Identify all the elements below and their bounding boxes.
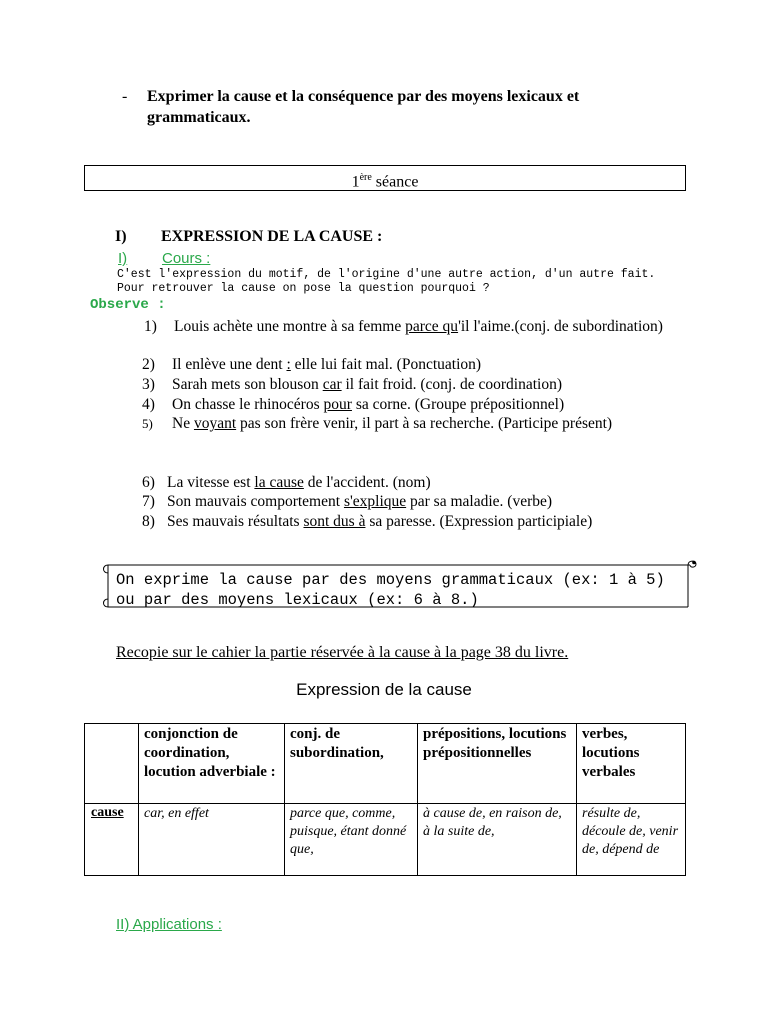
- table-title: Expression de la cause: [296, 680, 472, 699]
- example-number: 7): [142, 493, 155, 510]
- example-text: Il enlève une dent : elle lui fait mal. (Ponctuation): [172, 356, 482, 373]
- example-number: 8): [142, 513, 155, 530]
- callout-box: [100, 559, 692, 607]
- example-text: Ses mauvais résultats sont dus à sa paresse. (Expression participiale): [167, 513, 593, 530]
- table-cell: à cause de, en raison de, à la suite de,: [418, 804, 577, 876]
- example-keyword: sont dus à: [303, 513, 366, 530]
- objective-dash: -: [122, 88, 128, 105]
- seance-box: [84, 165, 686, 191]
- example-item: [142, 395, 672, 414]
- example-number: 5): [142, 416, 153, 431]
- cause-table: [84, 723, 686, 876]
- table-cell: car, en effet: [139, 804, 285, 876]
- seance-number: 1: [351, 173, 360, 191]
- example-keyword: parce qu: [405, 318, 459, 335]
- example-item: [142, 473, 672, 492]
- applications-heading: II) Applications :: [116, 916, 222, 933]
- example-item: [142, 512, 682, 531]
- example-item: [144, 317, 674, 355]
- observe-label: Observe :: [90, 297, 166, 313]
- example-keyword: car: [322, 376, 342, 393]
- seance-sup: ère: [359, 172, 372, 183]
- example-text: On chasse le rhinocéros pour sa corne. (Groupe prépositionnel): [172, 396, 565, 413]
- objective-text: Exprimer la cause et la conséquence par des moyens lexicaux et grammaticaux.: [147, 88, 580, 126]
- example-number: 4): [142, 396, 155, 413]
- section-title: EXPRESSION DE LA CAUSE :: [161, 228, 383, 245]
- table-row-label: cause: [85, 804, 139, 876]
- callout-text: On exprime la cause par des moyens grammaticaux (ex: 1 à 5) ou par des moyens lexicaux (ex: 6 à 8.): [116, 571, 665, 609]
- example-keyword: s'explique: [343, 493, 407, 510]
- table-header-empty: [85, 724, 139, 804]
- seance-label: séance: [375, 173, 419, 191]
- example-number: 6): [142, 474, 155, 491]
- example-number: 3): [142, 376, 155, 393]
- recopie-instruction: Recopie sur le cahier la partie réservée à la cause à la page 38 du livre.: [116, 644, 569, 661]
- example-keyword: :: [286, 356, 291, 373]
- example-item: [142, 355, 672, 374]
- example-text: Sarah mets son blouson car il fait froid. (conj. de coordination): [172, 376, 562, 393]
- example-item: [142, 375, 672, 394]
- example-keyword: voyant: [193, 415, 237, 432]
- example-item: [142, 414, 672, 452]
- example-number: 2): [142, 356, 155, 373]
- table-cell: parce que, comme, puisque, étant donné que,: [285, 804, 418, 876]
- table-header-cell: verbes, locutions verbales: [577, 724, 686, 804]
- example-text: Ne voyant pas son frère venir, il part à sa recherche. (Participe présent): [172, 415, 613, 432]
- table-header-cell: conj. de subordination,: [285, 724, 418, 804]
- table-cell: résulte de, découle de, venir de, dépend de: [577, 804, 686, 876]
- table-header-cell: prépositions, locutions prépositionnelles: [418, 724, 577, 804]
- cours-number: I): [118, 250, 128, 267]
- cours-title: Cours :: [162, 250, 211, 267]
- example-text: Louis achète une montre à sa femme parce qu'il l'aime.(conj. de subordination): [174, 318, 663, 335]
- example-keyword: la cause: [254, 474, 304, 491]
- example-number: 1): [144, 318, 157, 335]
- example-text: Son mauvais comportement s'explique par sa maladie. (verbe): [167, 493, 553, 510]
- table-header-row: [85, 724, 686, 804]
- definition-text: C'est l'expression du motif, de l'origine d'une autre action, d'un autre fait. Pour retrouver la cause on pose la question pourquoi ?: [117, 268, 656, 295]
- example-item: [142, 492, 672, 511]
- section-number: I): [115, 228, 127, 245]
- table-header-cell: conjonction de coordination, locution adverbiale :: [139, 724, 285, 804]
- example-text: La vitesse est la cause de l'accident. (nom): [167, 474, 431, 491]
- example-keyword: pour: [323, 396, 352, 413]
- table-row: [85, 804, 686, 876]
